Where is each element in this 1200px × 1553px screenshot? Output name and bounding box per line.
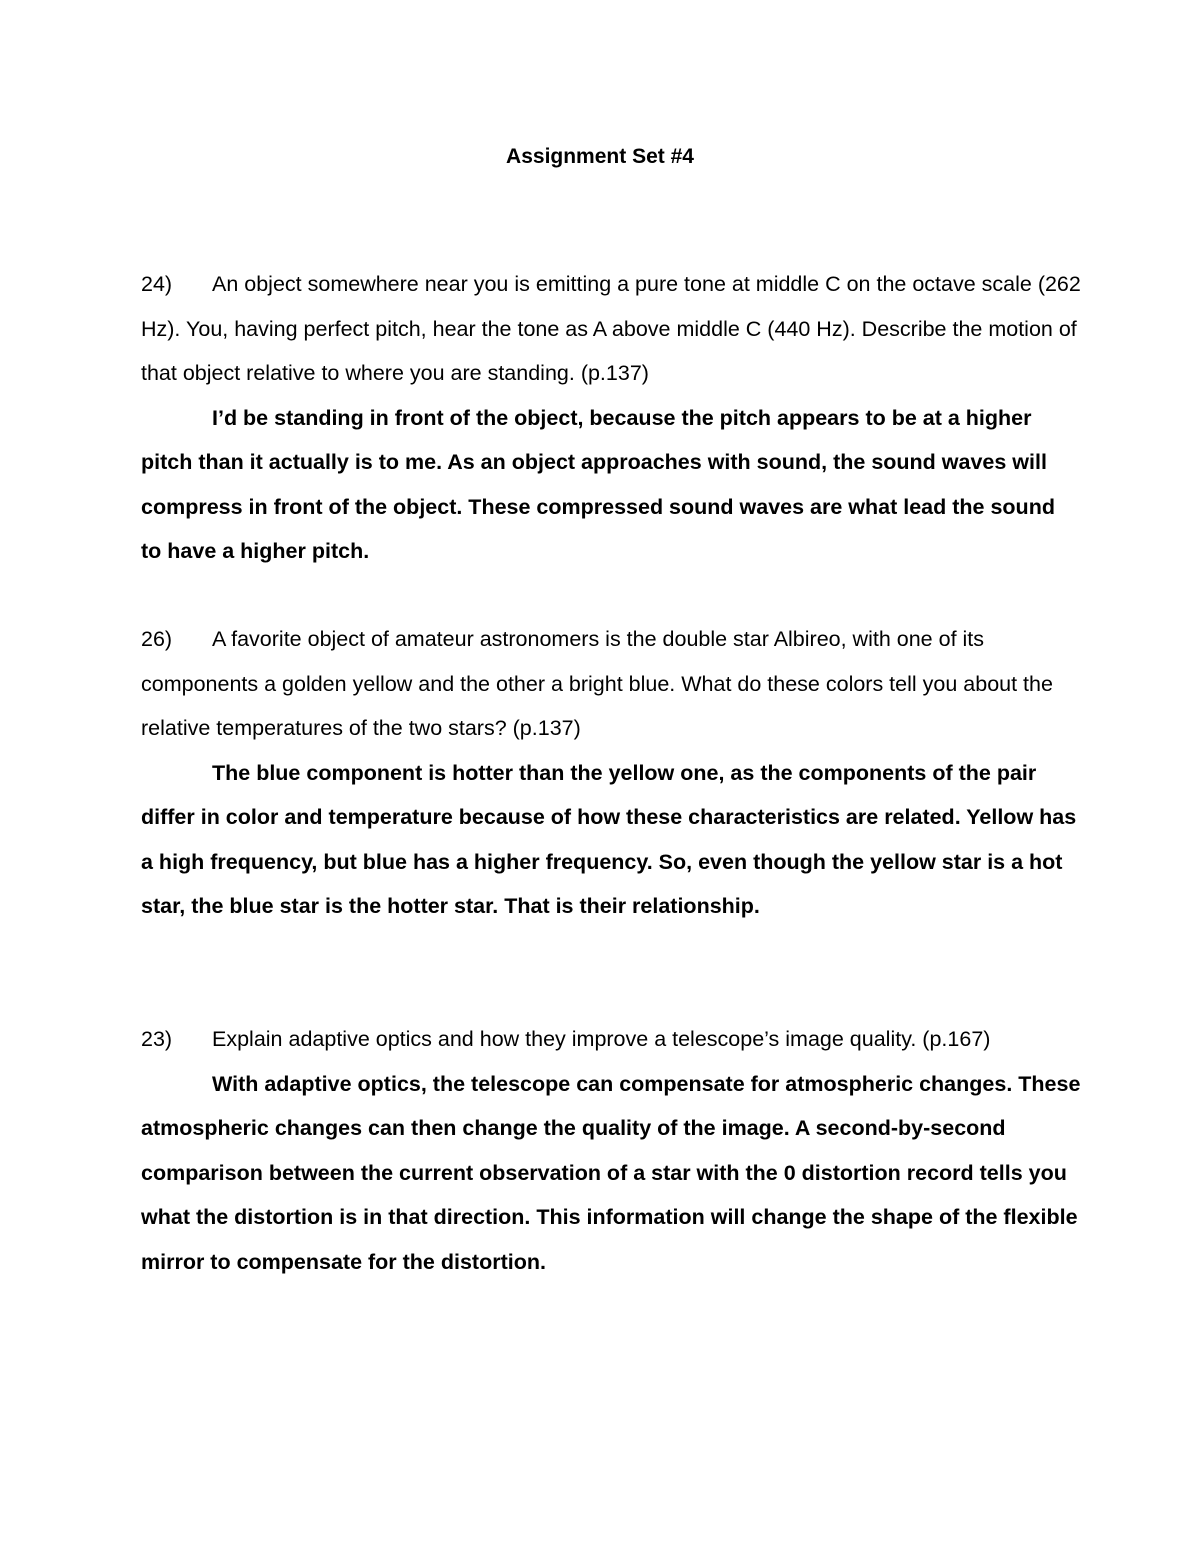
question-body: Explain adaptive optics and how they improve a telescope’s image quality. (p.167) <box>212 1027 991 1051</box>
question-text <box>141 617 1081 751</box>
answer-text: With adaptive optics, the telescope can compensate for atmospheric changes. These atmospheric changes can then change the quality of the image. A second-by-second comparison between the current observation of a star with the 0 distortion record tells you what the distortion is in that direction. This information will change the shape of the flexible mirror to compensate for the distortion. <box>141 1071 1081 1274</box>
question-body: An object somewhere near you is emitting a pure tone at middle C on the octave scale (262 Hz). You, having perfect pitch, hear the tone as A above middle C (440 Hz). Describe the motion of that object relative to where you are standing. (p.137) <box>141 272 1081 385</box>
question-number: 26) <box>141 627 173 651</box>
question-number: 24) <box>141 272 173 296</box>
page-title: Assignment Set #4 <box>506 145 694 168</box>
answer-text: I’d be standing in front of the object, because the pitch appears to be at a higher pitch than it actually is to me. As an object approaches with sound, the sound waves will compress in front of the object. These compressed sound waves are what lead the sound to have a higher pitch. <box>141 405 1055 563</box>
question-block-23 <box>141 1017 1081 1284</box>
answer-text: The blue component is hotter than the yellow one, as the components of the pair differ in color and temperature because of how these characteristics are related. Yellow has a high frequency, but blue has a higher frequency. So, even though the yellow star is a hot star, the blue star is the hotter star. That is their relationship. <box>141 760 1077 918</box>
question-block-26 <box>141 617 1081 929</box>
question-block-24 <box>141 262 1081 574</box>
question-number: 23) <box>141 1027 173 1051</box>
question-text <box>141 1017 1081 1062</box>
question-text <box>141 262 1081 396</box>
question-body: A favorite object of amateur astronomers is the double star Albireo, with one of its components a golden yellow and the other a bright blue. What do these colors tell you about the relative temperatures of the two stars? (p.137) <box>141 627 1053 740</box>
